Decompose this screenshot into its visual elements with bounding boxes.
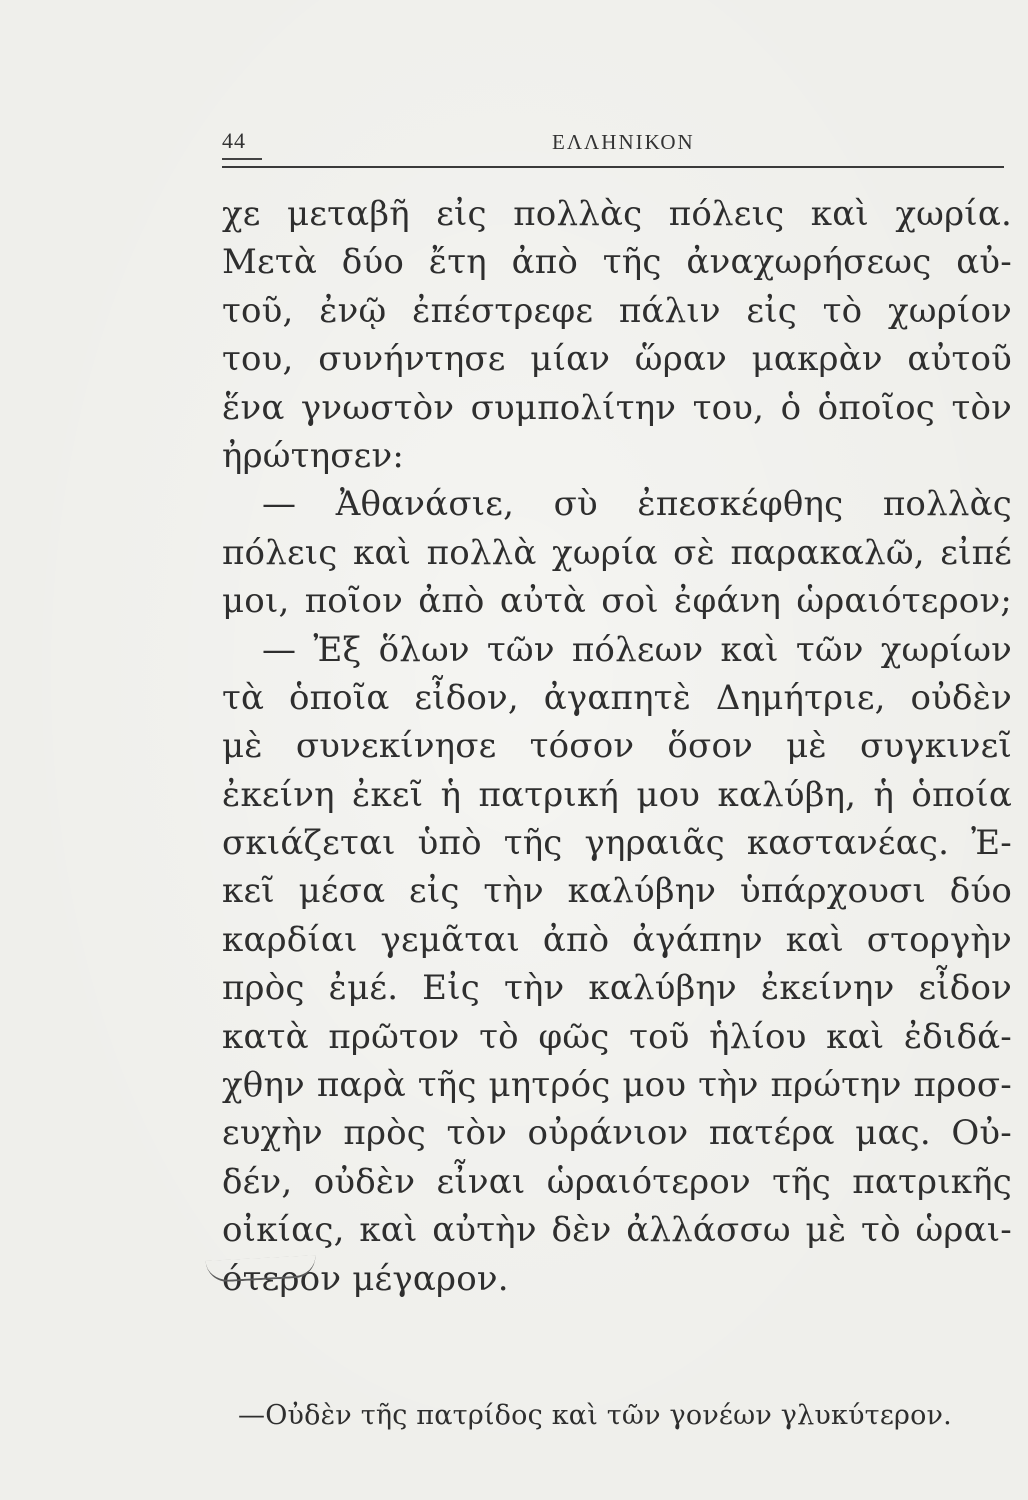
text-line: τοῦ, ἐνῷ ἐπέστρεφε πάλιν εἰς τὸ χωρίον bbox=[222, 290, 1012, 331]
text-line: τὰ ὁποῖα εἶδον, ἀγαπητὲ Δημήτριε, οὐδὲν bbox=[222, 677, 1012, 718]
page-number-underline bbox=[222, 158, 262, 160]
text-line: καρδίαι γεμᾶται ἀπὸ ἀγάπην καὶ στοργὴν bbox=[222, 919, 1012, 960]
page-number: 44 bbox=[222, 128, 246, 153]
running-title: ΕΛΛΗΝΙΚΟΝ bbox=[552, 130, 695, 154]
text-line: κεῖ μέσα εἰς τὴν καλύβην ὑπάρχουσι δύο bbox=[222, 871, 1012, 912]
text-line: του, συνήντησε μίαν ὥραν μακρὰν αὐτοῦ bbox=[222, 339, 1012, 380]
text-line: οἰκίας, καὶ αὐτὴν δὲν ἀλλάσσω μὲ τὸ ὡραι- bbox=[222, 1210, 1012, 1251]
body-text bbox=[222, 190, 1012, 1303]
text-line: ότερον μέγαρον. bbox=[222, 1258, 509, 1299]
header-rule bbox=[222, 166, 1004, 168]
text-line: μὲ συνεκίνησε τόσον ὅσον μὲ συγκινεῖ bbox=[222, 726, 1012, 767]
text-line: ἠρώτησεν: bbox=[222, 435, 405, 476]
text-line: κατὰ πρῶτον τὸ φῶς τοῦ ἡλίου καὶ ἐδιδά- bbox=[222, 1016, 1012, 1057]
text-line: — Ἀθανάσιε, σὺ ἐπεσκέφθης πολλὰς bbox=[262, 484, 1012, 525]
text-line: — Ἐξ ὅλων τῶν πόλεων καὶ τῶν χωρίων bbox=[262, 629, 1012, 670]
text-line: χθην παρὰ τῆς μητρός μου τὴν πρώτην προσ- bbox=[222, 1065, 1012, 1106]
text-line: μοι, ποῖον ἀπὸ αὐτὰ σοὶ ἐφάνη ὡραιότερον; bbox=[222, 581, 1012, 622]
closing-maxim: —Οὐδὲν τῆς πατρίδος καὶ τῶν γονέων γλυκύτερον. bbox=[238, 1400, 952, 1431]
text-line: πρὸς ἐμέ. Εἰς τὴν καλύβην ἐκείνην εἶδον bbox=[222, 968, 1012, 1009]
running-head bbox=[222, 128, 1004, 172]
text-line: σκιάζεται ὑπὸ τῆς γηραιᾶς καστανέας. Ἐ- bbox=[222, 823, 1012, 864]
text-line: ἐκείνη ἐκεῖ ἡ πατρική μου καλύβη, ἡ ὁποία bbox=[222, 774, 1012, 815]
text-line: ευχὴν πρὸς τὸν οὐράνιον πατέρα μας. Οὐ- bbox=[222, 1113, 1012, 1154]
text-line: Μετὰ δύο ἔτη ἀπὸ τῆς ἀναχωρήσεως αὐ- bbox=[222, 242, 1012, 283]
text-line: χε μεταβῆ εἰς πολλὰς πόλεις καὶ χωρία. bbox=[222, 194, 1012, 234]
text-line: πόλεις καὶ πολλὰ χωρία σὲ παρακαλῶ, εἰπέ bbox=[222, 532, 1012, 573]
text-line: ἕνα γνωστὸν συμπολίτην του, ὁ ὁποῖος τὸν bbox=[222, 387, 1012, 428]
text-line: δέν, οὐδὲν εἶναι ὡραιότερον τῆς πατρικῆς bbox=[222, 1161, 1012, 1202]
